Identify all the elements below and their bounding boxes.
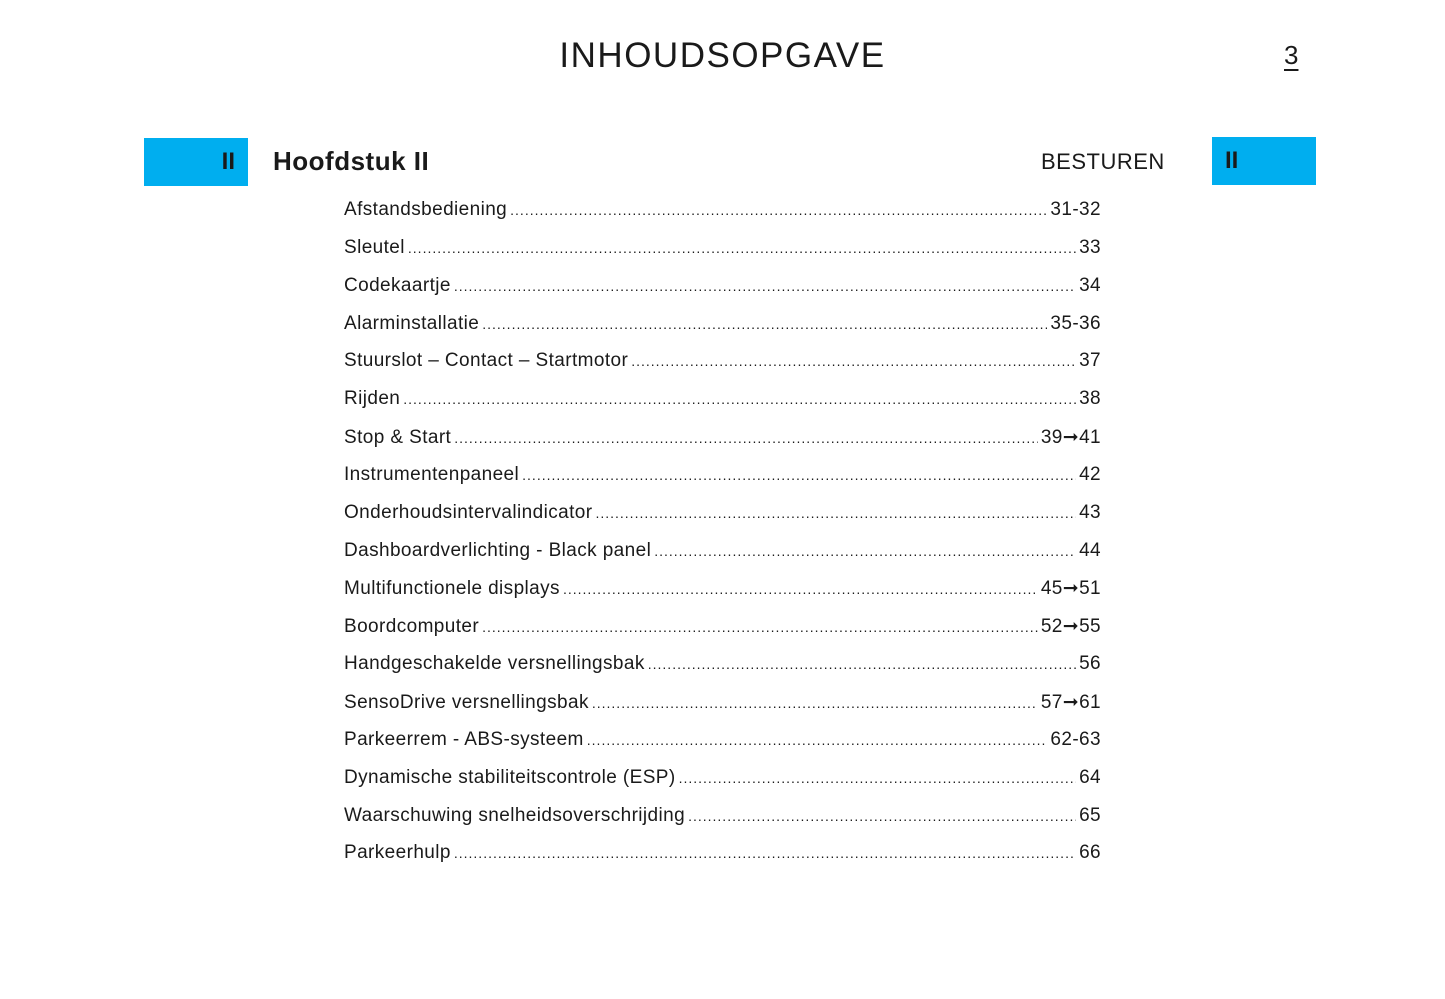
toc-entry-pages: 43	[1079, 501, 1101, 523]
toc-entry[interactable]	[344, 237, 1101, 275]
toc-entry-title: Afstandsbediening	[344, 199, 508, 220]
toc-entry-pages: 38	[1079, 388, 1101, 410]
toc-leader	[454, 430, 1038, 446]
toc-entry[interactable]	[344, 691, 1101, 729]
toc-entry[interactable]	[344, 199, 1101, 237]
toc-leader	[408, 240, 1076, 256]
toc-entry-pages: 52➞55	[1040, 616, 1101, 638]
toc-leader	[654, 543, 1076, 559]
toc-entry-pages: 64	[1079, 766, 1101, 788]
toc-leader	[631, 353, 1076, 369]
toc-leader	[688, 808, 1076, 824]
toc-entry-pages: 66	[1079, 842, 1101, 864]
toc-entry[interactable]	[344, 729, 1101, 767]
chapter-tab-left	[144, 138, 248, 186]
toc-entry[interactable]	[344, 653, 1101, 691]
toc-entry[interactable]	[344, 502, 1101, 540]
toc-entry-title: Stop & Start	[344, 427, 452, 449]
toc-entry-pages: 62-63	[1050, 728, 1101, 750]
toc-entry-pages: 57➞61	[1040, 691, 1101, 713]
toc-leader	[454, 278, 1076, 294]
toc-leader	[595, 505, 1076, 521]
toc-entry-pages: 45➞51	[1040, 578, 1101, 600]
toc-entry-title: Dashboardverlichting - Black panel	[344, 539, 652, 561]
toc-entry[interactable]	[344, 615, 1101, 653]
toc-entry-pages: 37	[1079, 350, 1101, 372]
chapter-tab-label: II	[221, 148, 235, 175]
toc-entry-title: Alarminstallatie	[344, 312, 480, 334]
toc-leader	[679, 770, 1076, 786]
toc-entry[interactable]	[344, 275, 1101, 313]
toc-entry[interactable]	[344, 805, 1101, 843]
toc-entry-title: Parkeerrem - ABS-systeem	[344, 728, 584, 750]
toc-entry-title: Dynamische stabiliteitscontrole (ESP)	[344, 766, 676, 788]
toc-leader	[454, 845, 1076, 861]
toc-entry-title: Boordcomputer	[344, 616, 480, 638]
toc-entry[interactable]	[344, 540, 1101, 578]
table-of-contents	[344, 199, 1101, 880]
toc-entry-pages: 34	[1079, 274, 1101, 296]
toc-leader	[563, 581, 1038, 597]
toc-leader	[522, 467, 1076, 483]
chapter-tab-right	[1212, 137, 1316, 185]
toc-leader	[592, 695, 1038, 711]
chapter-title: Hoofdstuk II	[273, 146, 430, 176]
chapter-name: BESTUREN	[1041, 149, 1165, 174]
toc-entry[interactable]	[344, 388, 1101, 426]
toc-entry-title: Codekaartje	[344, 274, 451, 296]
toc-entry-title: Instrumentenpaneel	[344, 463, 520, 485]
page-number: 3	[1284, 40, 1299, 70]
toc-entry[interactable]	[344, 426, 1101, 464]
toc-entry[interactable]	[344, 313, 1101, 351]
toc-leader	[587, 732, 1048, 748]
toc-entry-pages: 31-32	[1050, 199, 1101, 220]
toc-entry-title: Multifunctionele displays	[344, 578, 560, 600]
toc-entry-pages: 56	[1079, 653, 1101, 675]
toc-entry-pages: 39➞41	[1040, 427, 1101, 449]
toc-entry[interactable]	[344, 464, 1101, 502]
toc-leader	[403, 391, 1076, 407]
page-title: INHOUDSOPGAVE	[559, 36, 886, 75]
toc-entry-title: Stuurslot – Contact – Startmotor	[344, 350, 629, 372]
toc-leader	[482, 316, 1047, 332]
toc-leader	[510, 202, 1047, 218]
toc-entry-title: Sleutel	[344, 236, 405, 258]
toc-entry-title: Parkeerhulp	[344, 842, 451, 864]
toc-entry-pages: 42	[1079, 463, 1101, 485]
toc-entry-pages: 35-36	[1050, 312, 1101, 334]
toc-entry[interactable]	[344, 350, 1101, 388]
toc-entry-title: SensoDrive versnellingsbak	[344, 691, 589, 713]
toc-entry-title: Handgeschakelde versnellingsbak	[344, 653, 645, 675]
toc-entry[interactable]	[344, 842, 1101, 880]
toc-entry-title: Onderhoudsintervalindicator	[344, 501, 593, 523]
toc-entry-pages: 33	[1079, 236, 1101, 258]
toc-entry-pages: 65	[1079, 804, 1101, 826]
toc-entry[interactable]	[344, 577, 1101, 615]
toc-entry-pages: 44	[1079, 539, 1101, 561]
toc-entry[interactable]	[344, 767, 1101, 805]
chapter-tab-label: II	[1225, 147, 1239, 174]
toc-entry-title: Waarschuwing snelheidsoverschrijding	[344, 804, 686, 826]
toc-leader	[482, 619, 1038, 635]
toc-entry-title: Rijden	[344, 388, 401, 410]
toc-leader	[648, 656, 1076, 672]
